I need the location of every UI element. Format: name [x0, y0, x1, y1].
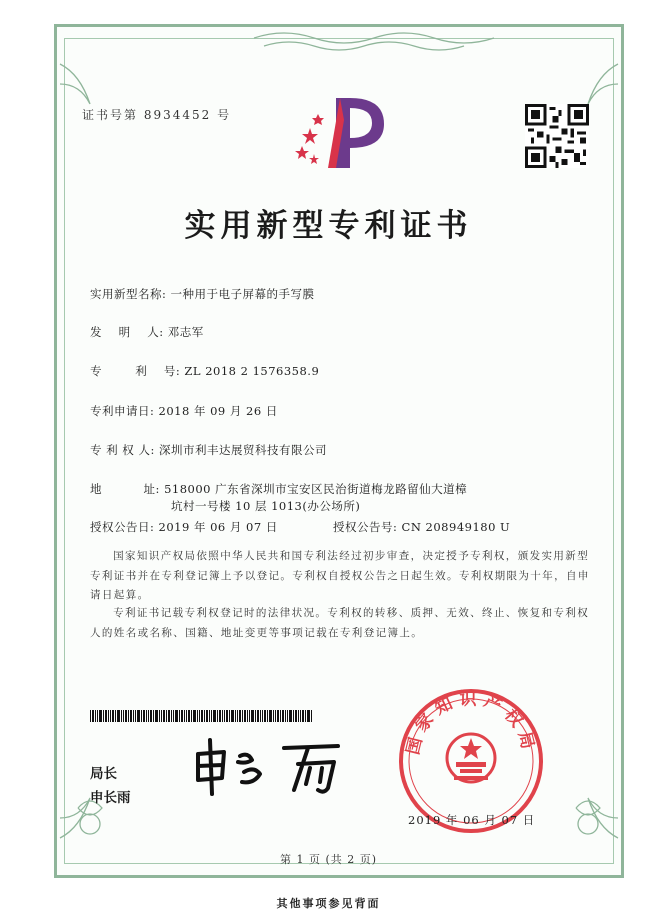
patent-number-row: [90, 363, 319, 379]
inventor-row: [90, 324, 204, 340]
filing-date-label: 专利申请日:: [90, 404, 155, 418]
address-line-2-row: [171, 498, 360, 514]
certificate-number-suffix: 号: [217, 108, 232, 122]
patent-number-value: ZL 2018 2 1576358.9: [184, 364, 320, 378]
grant-date-row: [90, 519, 278, 535]
qr-code-icon: [525, 104, 589, 168]
seal-date: 2019 年 06 月 07 日: [408, 813, 536, 827]
inventor-value: 邓志军: [167, 325, 204, 339]
address-row: [90, 481, 467, 497]
footer-note: 其他事项参见背面: [276, 897, 381, 910]
barcode-icon: [90, 710, 312, 722]
patent-number-label: 专 利 号:: [90, 364, 181, 378]
address-line-1: 518000 广东省深圳市宝安区民治街道梅龙路留仙大道樟: [164, 482, 468, 496]
certificate-number-label: 证书号第: [82, 108, 139, 122]
grant-statement-paragraph: 国家知识产权局依照中华人民共和国专利法经过初步审查，决定授予专利权，颁发实用新型专利证书并在专利登记簿上予以登记。专利权自授权公告之日起生效。专利权期限为十年，自申请日起算。: [90, 550, 590, 601]
patentee-row: [90, 442, 327, 458]
legal-status-paragraph: 专利证书记载专利权登记时的法律状况。专利权的转移、质押、无效、终止、恢复和专利权人的姓名或名称、国籍、地址变更等事项记载在专利登记簿上。: [90, 607, 590, 639]
inventor-label: 发 明 人:: [90, 325, 164, 339]
utility-model-name-row: [90, 286, 315, 302]
patentee-value: 深圳市利丰达展贸科技有限公司: [159, 443, 327, 457]
utility-model-name-label: 实用新型名称:: [90, 287, 167, 301]
filing-date-value: 2018 年 09 月 26 日: [158, 404, 278, 418]
address-label: 地 址:: [90, 482, 160, 496]
certificate-number-value: 8934452: [143, 108, 212, 122]
grant-number-row: [333, 519, 510, 535]
certificate-number: [82, 106, 231, 123]
signature-icon: [188, 734, 358, 798]
filing-date-row: [90, 403, 278, 419]
patentee-label: 专 利 权 人:: [90, 443, 155, 457]
signatory-name: 申长雨: [90, 790, 131, 806]
grant-date-label: 授权公告日:: [90, 520, 155, 534]
address-line-2: 坑村一号楼 10 层 1013(办公场所): [171, 499, 361, 513]
page-number: 第 1 页 (共 2 页): [279, 853, 378, 866]
seal-text: 国家知识产权局: [403, 689, 539, 757]
certificate-title: 实用新型专利证书: [184, 208, 473, 244]
utility-model-name-value: 一种用于电子屏幕的手写膜: [170, 287, 315, 301]
grant-date-value: 2019 年 06 月 07 日: [158, 520, 278, 534]
grant-number-value: CN 208949180 U: [401, 520, 511, 534]
grant-number-label: 授权公告号:: [333, 520, 398, 534]
signatory-role: 局长: [90, 766, 117, 782]
cnipa-logo-icon: [288, 90, 390, 174]
